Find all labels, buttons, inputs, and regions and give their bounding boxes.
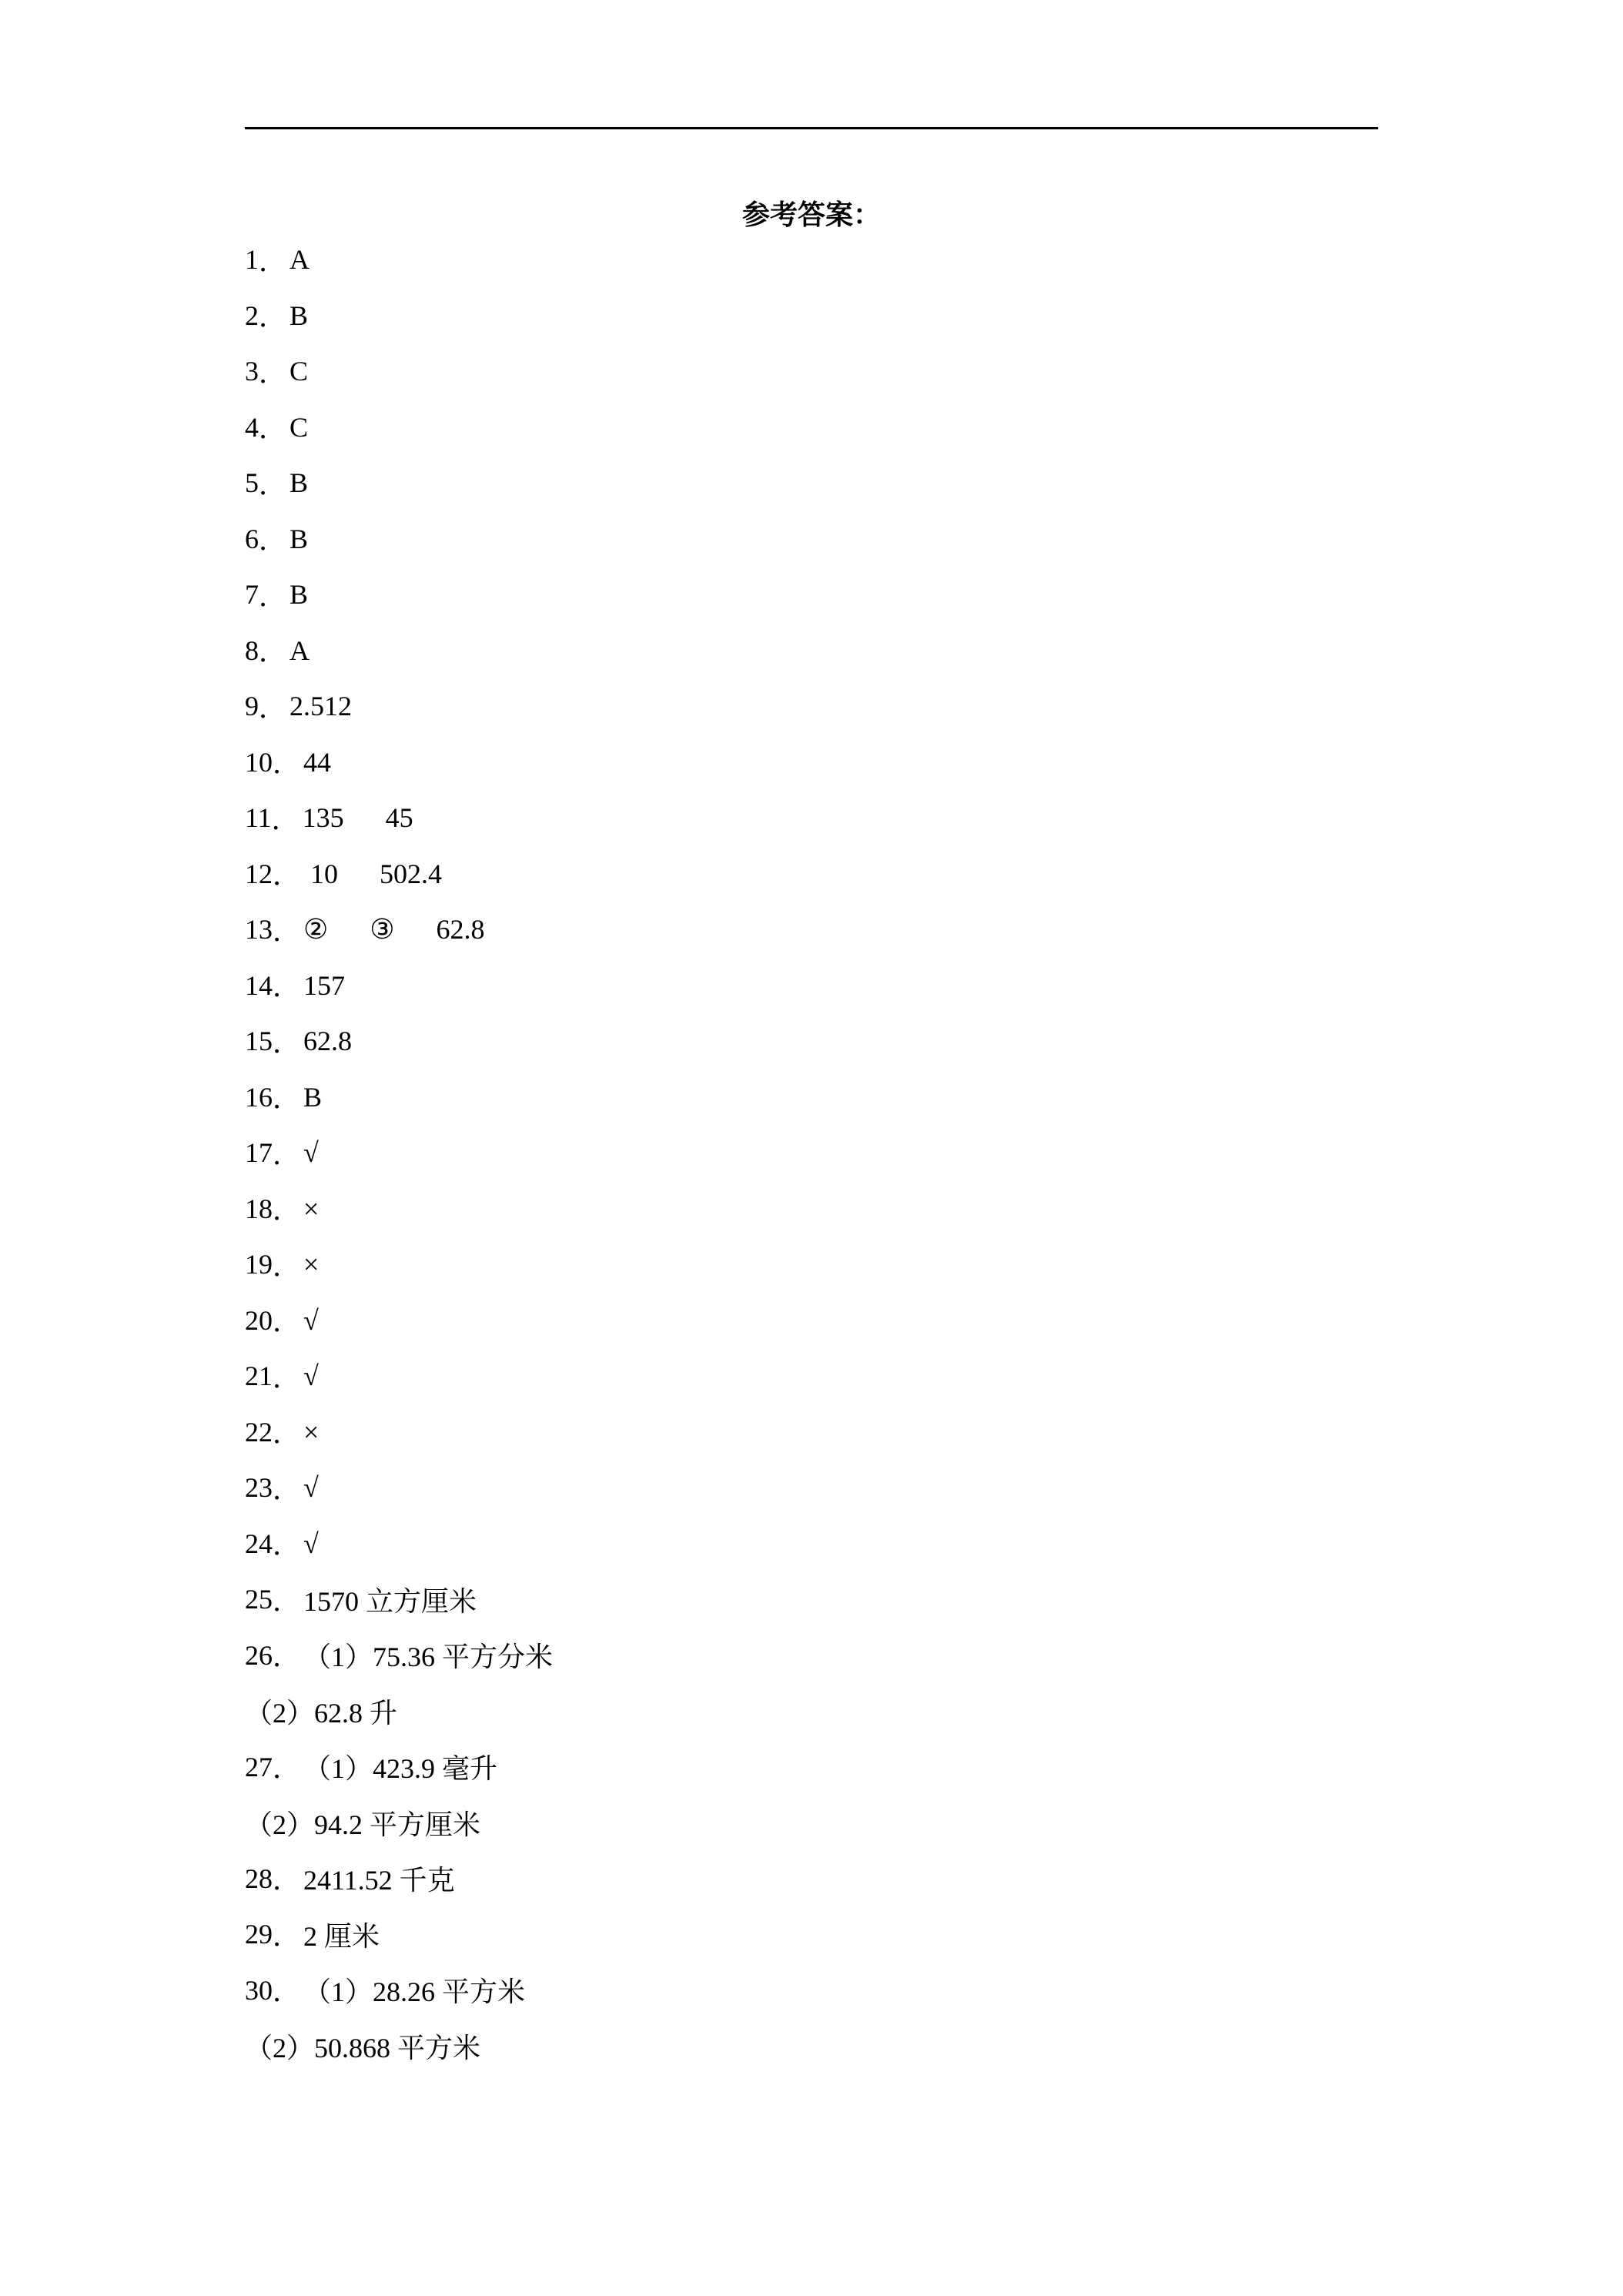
answer-text: 44 [303, 746, 331, 778]
answer-separator: ． [273, 1250, 301, 1282]
answer-text: √ [303, 1137, 319, 1169]
answer-item [245, 1963, 1377, 2019]
answer-item [245, 678, 1377, 735]
answer-number: 18 [245, 1193, 273, 1224]
answer-number: 13 [245, 914, 273, 946]
answer-item [245, 1013, 1377, 1069]
answer-separator: ． [273, 860, 301, 892]
answer-separator: ． [259, 413, 287, 445]
answer-text: B [303, 1081, 323, 1113]
header-rule [245, 127, 1378, 129]
answer-number: 17 [245, 1137, 273, 1169]
answer-number: 24 [245, 1528, 273, 1559]
answer-separator: ． [273, 1920, 301, 1952]
answer-item [245, 1069, 1377, 1126]
page-title: 参考答案： [741, 199, 881, 231]
answer-separator: ． [259, 469, 287, 500]
answer-item [245, 1181, 1377, 1237]
answer-text: A [289, 244, 310, 276]
answer-number: 22 [245, 1416, 273, 1448]
answer-item [245, 232, 1377, 288]
answer-number: 21 [245, 1361, 273, 1392]
answer-text: 2411.52 千克 [303, 1865, 455, 1896]
answer-separator: ． [273, 1362, 301, 1394]
answer-text: C [289, 411, 309, 443]
answer-text: A [289, 634, 310, 666]
answer-number: 7 [245, 579, 259, 611]
answer-separator: ． [273, 1976, 301, 2008]
answer-separator: ． [273, 1027, 301, 1059]
answer-text: 1570 立方厘米 [303, 1585, 477, 1617]
answer-text: × [303, 1416, 320, 1448]
answer-separator: ． [273, 1865, 301, 1896]
answer-item [245, 567, 1377, 623]
answer-item [245, 1851, 1377, 1907]
answer-separator: ． [273, 1139, 301, 1170]
answer-item [245, 623, 1377, 679]
answer-item [245, 1293, 1377, 1349]
answer-text: 157 [303, 969, 345, 1001]
answer-separator: ． [259, 246, 287, 277]
answer-text: √ [303, 1361, 319, 1392]
answer-item [245, 846, 1377, 902]
answer-separator: ． [259, 302, 287, 333]
answer-item [245, 1125, 1377, 1181]
answer-item [245, 511, 1377, 567]
answer-text: 2.512 [289, 691, 352, 722]
answer-text: （2）62.8 升 [245, 1697, 398, 1729]
answer-item [245, 288, 1377, 344]
answer-separator: ． [273, 1195, 301, 1227]
answer-separator: ． [273, 1418, 301, 1450]
answer-text: B [289, 467, 309, 499]
answer-subitem [245, 1795, 1377, 1851]
answer-text: （2）50.868 平方米 [245, 2032, 481, 2063]
answer-text: × [303, 1193, 320, 1224]
answer-separator: ． [273, 1307, 301, 1338]
answer-item [245, 1460, 1377, 1516]
answer-item [245, 735, 1377, 791]
answer-number: 25 [245, 1584, 273, 1615]
answer-separator: ． [273, 748, 301, 780]
answer-item [245, 1906, 1377, 1963]
answer-separator: ． [259, 581, 287, 612]
answer-item [245, 1628, 1377, 1684]
answer-number: 2 [245, 300, 259, 331]
answer-text: （2）94.2 平方厘米 [245, 1809, 481, 1840]
answer-item [245, 343, 1377, 400]
answer-number: 5 [245, 467, 259, 499]
answer-text: × [303, 1249, 320, 1280]
answer-separator: ． [273, 972, 301, 1003]
answer-number: 11 [245, 802, 272, 834]
answer-number: 27 [245, 1751, 273, 1782]
answer-item [245, 790, 1377, 846]
answer-separator: ． [273, 1585, 301, 1617]
answer-item [245, 1516, 1377, 1572]
answer-separator: ． [259, 692, 287, 724]
answer-text: 62.8 [303, 1026, 352, 1057]
answer-text: √ [303, 1304, 319, 1336]
answer-item [245, 1404, 1377, 1461]
answer-item [245, 1739, 1377, 1796]
answer-separator: ． [273, 1642, 301, 1673]
answer-text: ② ③ 62.8 [303, 914, 485, 946]
answer-list [245, 232, 1377, 2074]
answer-number: 8 [245, 634, 259, 666]
answer-number: 19 [245, 1249, 273, 1280]
answer-text: （1）28.26 平方米 [303, 1976, 526, 2008]
answer-number: 28 [245, 1863, 273, 1894]
answer-number: 20 [245, 1304, 273, 1336]
answer-text: 135 45 [302, 802, 413, 834]
answer-number: 16 [245, 1081, 273, 1113]
answer-number: 14 [245, 969, 273, 1001]
answer-separator: ． [259, 357, 287, 389]
answer-text: （1）75.36 平方分米 [303, 1642, 554, 1673]
answer-separator: ． [273, 1753, 301, 1785]
answer-number: 1 [245, 244, 259, 276]
answer-subitem [245, 2018, 1377, 2074]
answer-number: 3 [245, 356, 259, 387]
answer-item [245, 1237, 1377, 1293]
answer-number: 6 [245, 523, 259, 554]
answer-separator: ． [273, 1530, 301, 1561]
answer-separator: ． [259, 637, 287, 668]
answer-number: 4 [245, 411, 259, 443]
answer-number: 23 [245, 1472, 273, 1504]
answer-item [245, 400, 1377, 456]
answer-number: 30 [245, 1974, 273, 2006]
answer-text: B [289, 523, 309, 554]
answer-item [245, 1348, 1377, 1404]
answer-item [245, 902, 1377, 958]
answer-number: 26 [245, 1639, 273, 1671]
answer-separator: ． [271, 804, 300, 835]
answer-item [245, 455, 1377, 511]
answer-separator: ． [259, 525, 287, 557]
answer-separator: ． [273, 915, 301, 947]
answer-text: B [289, 579, 309, 611]
answer-number: 15 [245, 1026, 273, 1057]
answer-subitem [245, 1683, 1377, 1739]
answer-text: √ [303, 1528, 319, 1559]
answer-item [245, 958, 1377, 1014]
answer-text: C [289, 356, 309, 387]
answer-text: 2 厘米 [303, 1920, 380, 1952]
answer-separator: ． [273, 1474, 301, 1505]
answer-number: 9 [245, 691, 259, 722]
answer-number: 10 [245, 746, 273, 778]
answer-number: 12 [245, 858, 273, 889]
answer-text: √ [303, 1472, 319, 1504]
answer-item [245, 1571, 1377, 1628]
answer-text: （1）423.9 毫升 [303, 1753, 498, 1785]
answer-text: 10 502.4 [303, 858, 442, 889]
answer-number: 29 [245, 1919, 273, 1950]
answer-text: B [289, 300, 309, 331]
answer-separator: ． [273, 1083, 301, 1115]
